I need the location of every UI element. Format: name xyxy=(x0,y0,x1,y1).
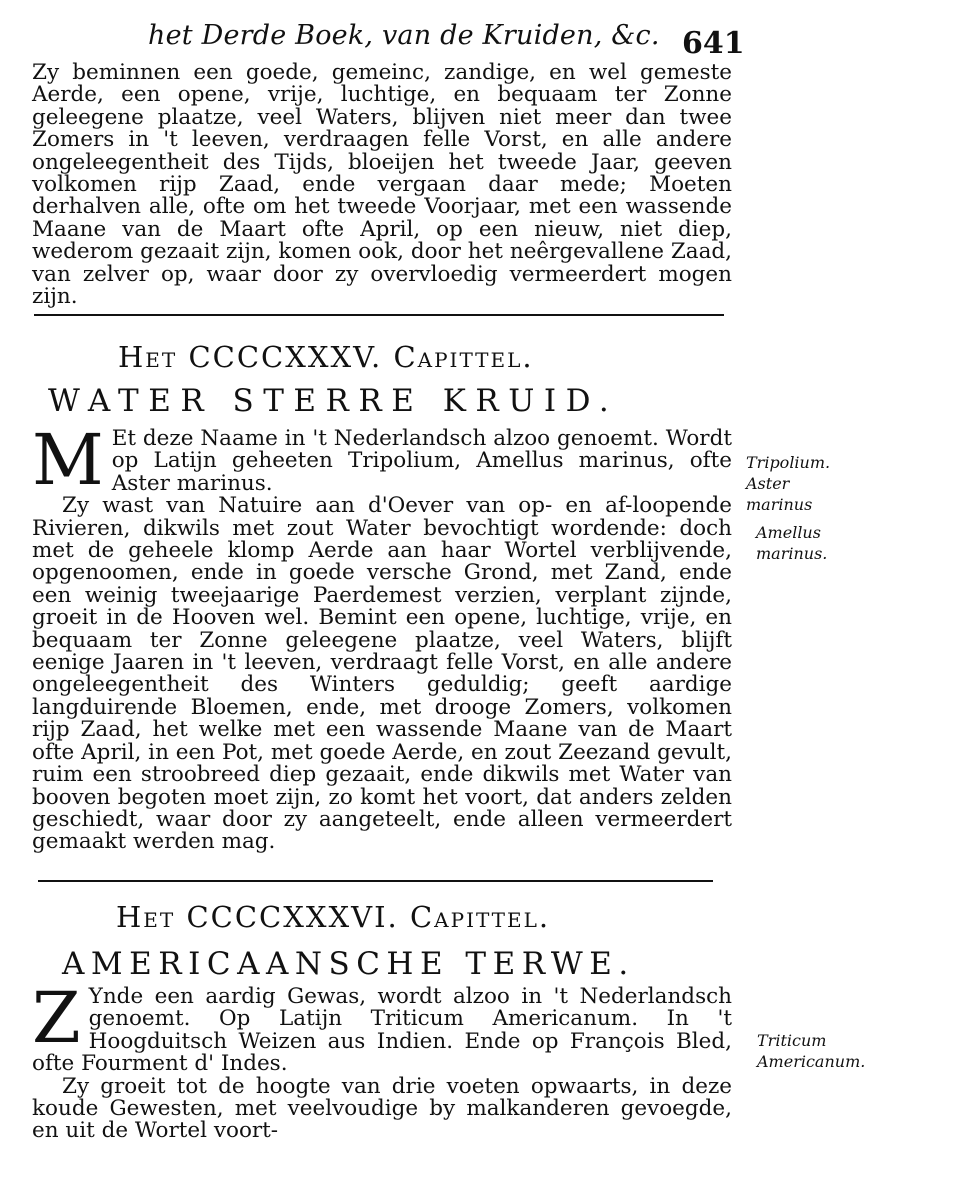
section-divider xyxy=(34,314,724,316)
chapter-heading: Het CCCCXXXVI. Capittel. xyxy=(116,900,551,934)
page-number: 641 xyxy=(682,26,745,61)
chapter-body xyxy=(32,977,732,1144)
naming-paragraph: Et deze Naame in 't Nederlandsch alzoo genoemt. Wordt op Latijn geheeten Tripolium, Amellus marinus, ofte Aster marinus. xyxy=(111,426,732,496)
drop-cap: M xyxy=(32,419,104,501)
chapter-body xyxy=(32,419,732,855)
margin-note: Amellus marinus. xyxy=(756,523,828,563)
intro-paragraph: Zy beminnen een goede, gemeinc, zandige, en wel gemeste Aerde, een opene, vrije, luchtige, en bequaam ter Zonne geleegene plaatze, veel Waters, blijven niet meer dan twee Zomers in 't leeven, verdraagen felle Vorst, en alle andere ongeleegentheit des Tijds, bloeijen het tweede Jaar, geeven volkomen rijp Zaad, ende vergaan daar mede; Moeten derhalven alle, ofte om het tweede Voorjaar, met een wassende Maane van de Maart ofte April, op een nieuw, niet diep, wederom gezaait zijn, komen ook, door het neêrgevallene Zaad, van zelver op, waar door zy overvloedig vermeerdert mogen zijn. xyxy=(32,60,732,310)
chapter-title: AMERICAANSCHE TERWE. xyxy=(62,946,635,982)
drop-cap: Z xyxy=(32,977,81,1059)
naming-paragraph: Ynde een aardig Gewas, wordt alzoo in 't Nederlandsch genoemt. Op Latijn Triticum Americanum. In 't Hoogduitsch Weizen aus Indien. Ende op François Bled, ofte Fourment d' Indes. xyxy=(32,984,732,1077)
chapter-title: WATER STERRE KRUID. xyxy=(48,383,619,419)
description-paragraph: Zy groeit tot de hoogte van drie voeten opwaarts, in deze koude Gewesten, met veelvoudige by malkanderen gevoegde, en uit de Wortel voort- xyxy=(32,1073,732,1144)
margin-note: Tripolium. Aster marinus xyxy=(746,453,831,514)
running-header: het Derde Boek, van de Kruiden, &c. xyxy=(148,20,660,51)
chapter-heading: Het CCCCXXXV. Capittel. xyxy=(118,340,534,374)
description-paragraph: Zy wast van Natuire aan d'Oever van op- en af-loopende Rivieren, dikwils met zout Water bevochtigt wordende: doch met de geheele klomp Aerde aan haar Wortel verblijvende, opgenoomen, ende in goede versche Grond, met Zand, ende een weinig tweejaarige Paerdemest verzien, verplant zijnde, groeit in de Hooven wel. Bemint een opene, luchtige, vrije, en bequaam ter Zonne geleegene plaatze, veel Waters, blijft eenige Jaaren in 't leeven, verdraagt felle Vorst, en alle andere ongeleegentheit des Winters geduldig; geeft aardige langduirende Bloemen, ende, met drooge Zomers, volkomen rijp Zaad, het welke met een wassende Maane van de Maart ofte April, in een Pot, met goede Aerde, en zout Zeezand gevult, ruim een stroobreed diep gezaait, ende dikwils met Water van booven begoten moet zijn, zo komt het voort, dat anders zelden geschiedt, waar door zy aangeteelt, ende alleen vermeerdert gemaakt werden mag. xyxy=(32,493,732,855)
margin-note: Triticum Americanum. xyxy=(757,1031,866,1071)
section-divider xyxy=(38,880,713,882)
